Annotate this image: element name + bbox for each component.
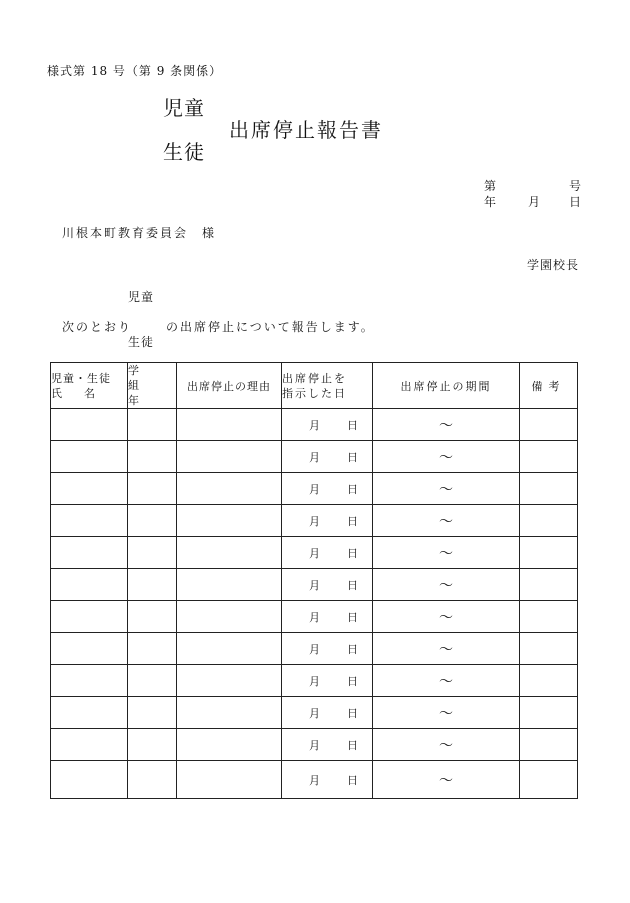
cell-reason[interactable] xyxy=(177,633,282,665)
table-header-row xyxy=(51,363,578,409)
month-label: 月 xyxy=(309,674,320,688)
month-label: 月 xyxy=(309,546,320,560)
header-grade-class-line2: 年 xyxy=(128,394,139,407)
number-suffix: 号 xyxy=(569,179,582,193)
addressee: 川根本町教育委員会 様 xyxy=(62,226,217,240)
cell-period[interactable] xyxy=(373,409,520,441)
sender: 学園校長 xyxy=(527,258,580,272)
cell-note[interactable] xyxy=(520,601,578,633)
cell-instruction-date[interactable] xyxy=(282,505,373,537)
table-row xyxy=(51,441,578,473)
day-label: 日 xyxy=(347,642,358,656)
cell-period[interactable] xyxy=(373,473,520,505)
cell-student-name[interactable] xyxy=(51,633,128,665)
day-label: 日 xyxy=(347,610,358,624)
date-year-label: 年 xyxy=(484,195,497,209)
period-separator: ～ xyxy=(439,641,453,658)
day-label: 日 xyxy=(347,773,358,787)
header-instruction-date xyxy=(282,363,373,409)
header-student-name xyxy=(51,363,128,409)
date-month-label: 月 xyxy=(528,195,541,209)
cell-reason[interactable] xyxy=(177,505,282,537)
period-separator: ～ xyxy=(439,705,453,722)
table-row xyxy=(51,505,578,537)
form-number: 様式第 18 号（第 9 条関係） xyxy=(47,64,223,78)
cell-instruction-date[interactable] xyxy=(282,473,373,505)
period-separator: ～ xyxy=(439,449,453,466)
header-student-name-line1: 児童・生徒 xyxy=(51,371,111,385)
cell-grade-class[interactable] xyxy=(128,729,177,761)
cell-reason[interactable] xyxy=(177,601,282,633)
table-row xyxy=(51,729,578,761)
header-grade-class xyxy=(128,363,177,409)
cell-period[interactable] xyxy=(373,569,520,601)
table-row xyxy=(51,409,578,441)
cell-student-name[interactable] xyxy=(51,665,128,697)
cell-note[interactable] xyxy=(520,409,578,441)
table-row xyxy=(51,697,578,729)
month-label: 月 xyxy=(309,450,320,464)
month-label: 月 xyxy=(309,514,320,528)
cell-instruction-date[interactable] xyxy=(282,633,373,665)
number-prefix: 第 xyxy=(484,179,497,193)
period-separator: ～ xyxy=(439,417,453,434)
cell-period[interactable] xyxy=(373,505,520,537)
report-table xyxy=(50,362,578,799)
cell-reason[interactable] xyxy=(177,665,282,697)
cell-instruction-date[interactable] xyxy=(282,569,373,601)
cell-note[interactable] xyxy=(520,633,578,665)
month-label: 月 xyxy=(309,773,320,787)
cell-grade-class[interactable] xyxy=(128,633,177,665)
cell-period[interactable] xyxy=(373,729,520,761)
table-row xyxy=(51,761,578,799)
body-alt-bottom: 生徒 xyxy=(128,335,155,349)
header-reason: 出席停止の理由 xyxy=(177,363,282,409)
cell-reason[interactable] xyxy=(177,697,282,729)
cell-note[interactable] xyxy=(520,505,578,537)
month-label: 月 xyxy=(309,642,320,656)
period-separator: ～ xyxy=(439,545,453,562)
title-alt-top: 児童 xyxy=(163,96,205,120)
cell-reason[interactable] xyxy=(177,729,282,761)
cell-instruction-date[interactable] xyxy=(282,697,373,729)
cell-period[interactable] xyxy=(373,441,520,473)
cell-note[interactable] xyxy=(520,761,578,799)
cell-grade-class[interactable] xyxy=(128,537,177,569)
cell-note[interactable] xyxy=(520,665,578,697)
cell-reason[interactable] xyxy=(177,761,282,799)
table-row xyxy=(51,537,578,569)
cell-note[interactable] xyxy=(520,473,578,505)
cell-grade-class[interactable] xyxy=(128,473,177,505)
day-label: 日 xyxy=(347,450,358,464)
cell-instruction-date[interactable] xyxy=(282,665,373,697)
cell-grade-class[interactable] xyxy=(128,505,177,537)
cell-period[interactable] xyxy=(373,537,520,569)
cell-period[interactable] xyxy=(373,665,520,697)
cell-student-name[interactable] xyxy=(51,729,128,761)
cell-grade-class[interactable] xyxy=(128,697,177,729)
cell-student-name[interactable] xyxy=(51,409,128,441)
period-separator: ～ xyxy=(439,577,453,594)
cell-grade-class[interactable] xyxy=(128,601,177,633)
cell-note[interactable] xyxy=(520,537,578,569)
period-separator: ～ xyxy=(439,772,453,789)
month-label: 月 xyxy=(309,578,320,592)
body-suffix: の出席停止について報告します。 xyxy=(166,320,375,334)
body-prefix: 次のとおり xyxy=(62,320,133,334)
header-grade-class-line1: 学組 xyxy=(128,364,153,392)
cell-student-name[interactable] xyxy=(51,473,128,505)
month-label: 月 xyxy=(309,738,320,752)
period-separator: ～ xyxy=(439,737,453,754)
period-separator: ～ xyxy=(439,609,453,626)
cell-note[interactable] xyxy=(520,729,578,761)
header-student-name-line2: 氏名 xyxy=(51,386,117,400)
date-day-label: 日 xyxy=(569,195,582,209)
period-separator: ～ xyxy=(439,513,453,530)
day-label: 日 xyxy=(347,738,358,752)
cell-reason[interactable] xyxy=(177,409,282,441)
cell-period[interactable] xyxy=(373,761,520,799)
cell-reason[interactable] xyxy=(177,569,282,601)
cell-instruction-date[interactable] xyxy=(282,761,373,799)
day-label: 日 xyxy=(347,546,358,560)
cell-student-name[interactable] xyxy=(51,441,128,473)
day-label: 日 xyxy=(347,578,358,592)
header-instruction-date-line2: 指示した日 xyxy=(282,386,347,400)
header-note: 備考 xyxy=(520,363,578,409)
table-row xyxy=(51,473,578,505)
header-instruction-date-line1: 出席停止を xyxy=(282,371,347,385)
table-row xyxy=(51,569,578,601)
cell-grade-class[interactable] xyxy=(128,409,177,441)
cell-note[interactable] xyxy=(520,569,578,601)
cell-grade-class[interactable] xyxy=(128,665,177,697)
cell-student-name[interactable] xyxy=(51,537,128,569)
day-label: 日 xyxy=(347,514,358,528)
month-label: 月 xyxy=(309,418,320,432)
cell-instruction-date[interactable] xyxy=(282,409,373,441)
cell-instruction-date[interactable] xyxy=(282,601,373,633)
cell-student-name[interactable] xyxy=(51,697,128,729)
table-body xyxy=(51,409,578,799)
cell-grade-class[interactable] xyxy=(128,569,177,601)
cell-instruction-date[interactable] xyxy=(282,441,373,473)
table-row xyxy=(51,633,578,665)
cell-note[interactable] xyxy=(520,697,578,729)
day-label: 日 xyxy=(347,674,358,688)
document-title: 出席停止報告書 xyxy=(229,118,383,142)
cell-note[interactable] xyxy=(520,441,578,473)
cell-grade-class[interactable] xyxy=(128,761,177,799)
cell-student-name[interactable] xyxy=(51,569,128,601)
month-label: 月 xyxy=(309,482,320,496)
period-separator: ～ xyxy=(439,481,453,498)
table-row xyxy=(51,601,578,633)
cell-period[interactable] xyxy=(373,601,520,633)
header-period: 出席停止の期間 xyxy=(373,363,520,409)
cell-student-name[interactable] xyxy=(51,505,128,537)
month-label: 月 xyxy=(309,610,320,624)
day-label: 日 xyxy=(347,418,358,432)
table-row xyxy=(51,665,578,697)
cell-instruction-date[interactable] xyxy=(282,537,373,569)
cell-period[interactable] xyxy=(373,697,520,729)
cell-instruction-date[interactable] xyxy=(282,729,373,761)
body-alt-top: 児童 xyxy=(128,290,155,304)
cell-period[interactable] xyxy=(373,633,520,665)
title-alt-bottom: 生徒 xyxy=(163,140,205,164)
month-label: 月 xyxy=(309,706,320,720)
cell-student-name[interactable] xyxy=(51,761,128,799)
cell-student-name[interactable] xyxy=(51,601,128,633)
cell-reason[interactable] xyxy=(177,441,282,473)
period-separator: ～ xyxy=(439,673,453,690)
day-label: 日 xyxy=(347,482,358,496)
cell-reason[interactable] xyxy=(177,473,282,505)
day-label: 日 xyxy=(347,706,358,720)
cell-grade-class[interactable] xyxy=(128,441,177,473)
cell-reason[interactable] xyxy=(177,537,282,569)
